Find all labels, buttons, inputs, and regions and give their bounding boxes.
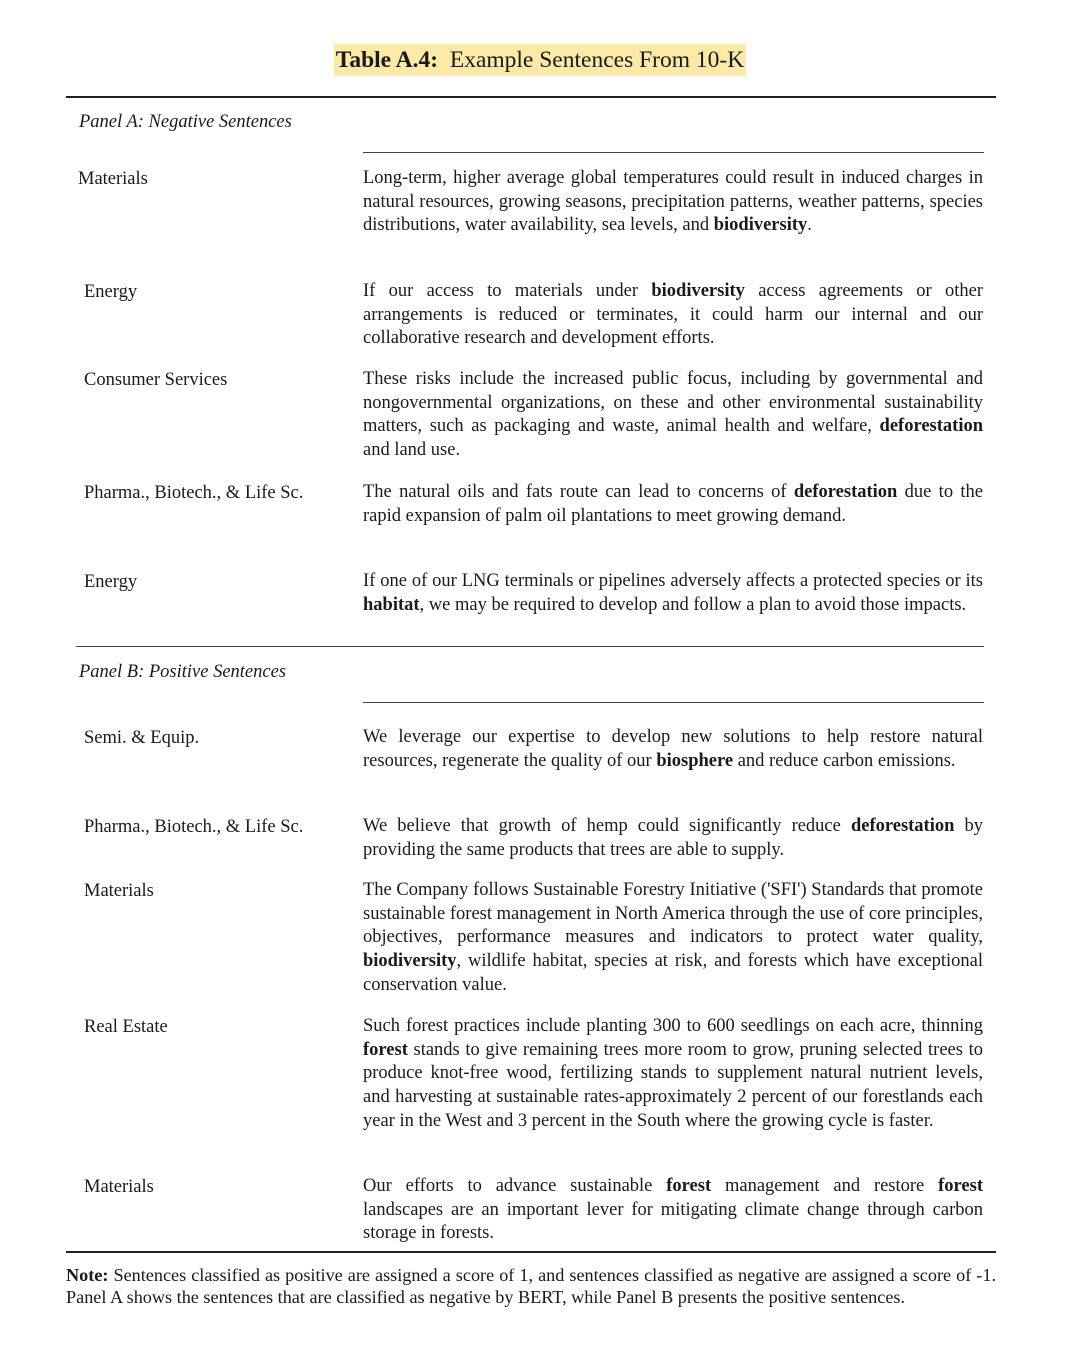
panel-a-bottom-rule xyxy=(76,646,984,647)
keyword: biodiversity xyxy=(363,951,457,972)
sentence-cell xyxy=(363,1015,983,1134)
sentence-text: Long-term, higher average global temperatures could result in induced charges in natural resources, growing seasons, precipitation patterns, weather patterns, species distributions, water availability, sea levels, and xyxy=(363,168,983,236)
sector-cell: Materials xyxy=(78,169,148,189)
sector-cell: Consumer Services xyxy=(84,370,228,390)
note-label: Note: xyxy=(66,1265,109,1285)
table-title-text: Example Sentences From 10-K xyxy=(449,47,745,73)
panel-b-label: Panel B: Positive Sentences xyxy=(79,662,287,682)
sector-cell: Pharma., Biotech., & Life Sc. xyxy=(84,817,304,837)
sector-cell: Semi. & Equip. xyxy=(84,728,200,748)
sentence-text: , wildlife habitat, species at risk, and forests which have exceptional conservation value. xyxy=(363,951,983,995)
sentence-cell xyxy=(363,368,983,463)
keyword: habitat xyxy=(363,594,420,615)
keyword: deforestation xyxy=(879,416,983,437)
sector-cell: Real Estate xyxy=(84,1017,168,1037)
sentence-text: management and restore xyxy=(711,1176,939,1196)
table-title-wrap xyxy=(0,44,1080,76)
sector-cell: Pharma., Biotech., & Life Sc. xyxy=(84,483,304,503)
keyword: deforestation xyxy=(850,816,955,836)
keyword: biodiversity xyxy=(713,215,808,236)
keyword: biosphere xyxy=(656,750,734,771)
sentence-cell xyxy=(363,280,983,351)
panel-b-header-rule xyxy=(363,702,984,703)
sector-cell: Energy xyxy=(84,572,138,592)
panel-a-label: Panel A: Negative Sentences xyxy=(79,112,292,132)
panel-a-header-rule xyxy=(363,152,984,153)
sentence-cell xyxy=(363,879,983,998)
table-title-label: Table A.4: xyxy=(335,47,439,73)
keyword: deforestation xyxy=(793,482,898,502)
sentence-text: If one of our LNG terminals or pipelines adversely affects a protected species or its xyxy=(363,571,983,591)
sentence-text: Such forest practices include planting 300 to 600 seedlings on each acre, thinning xyxy=(363,1016,983,1036)
sentence-text: The Company follows Sustainable Forestry Initiative ('SFI') Standards that promote sustainable forest management in North America through the use of core principles, objectives, performance measures and indicators to protect water quality, xyxy=(363,880,983,948)
sector-cell: Materials xyxy=(84,881,154,901)
sentence-text: stands to give remaining trees more room to grow, pruning selected trees to produce knot-free wood, fertilizing stands to supplement natural nutrient levels, and harvesting at sustainable rates-approximately 2 percent of our forestlands each year in the West and 3 percent in the South where the growing cycle is faster. xyxy=(363,1039,983,1131)
sentence-cell xyxy=(363,481,983,528)
sentence-text: landscapes are an important lever for mitigating climate change through carbon storage in forests. xyxy=(363,1199,983,1244)
sentence-cell xyxy=(363,726,983,773)
table-title xyxy=(334,44,746,76)
keyword: biodiversity xyxy=(651,281,745,301)
sentence-text: If our access to materials under xyxy=(363,281,652,301)
sector-cell: Materials xyxy=(84,1177,154,1197)
top-rule xyxy=(66,96,996,98)
sector-cell: Energy xyxy=(84,282,138,302)
sentence-text: access agreements or other arrangements is reduced or terminates, it could harm our internal and our collaborative research and development efforts. xyxy=(363,281,983,349)
sentence-text: and land use. xyxy=(363,440,461,461)
note-text: Sentences classified as positive are assigned a score of 1, and sentences classified as negative are assigned a score of -1. Panel A shows the sentences that are classified as negative by BERT, while Panel B presents the positive sentences. xyxy=(66,1265,996,1307)
sentence-text: by providing the same products that trees are able to supply. xyxy=(363,816,983,860)
sentence-text: due to the rapid expansion of palm oil plantations to meet growing demand. xyxy=(363,482,983,526)
sentence-text: We believe that growth of hemp could significantly reduce xyxy=(363,816,851,836)
sentence-text: . xyxy=(807,215,812,236)
sentence-text: Our efforts to advance sustainable xyxy=(363,1176,667,1196)
keyword: forest xyxy=(666,1176,712,1196)
sentence-cell xyxy=(363,570,983,617)
sentence-text: and reduce carbon emissions. xyxy=(733,750,956,771)
table-note xyxy=(66,1264,996,1308)
bottom-rule xyxy=(66,1251,996,1253)
sentence-text: These risks include the increased public focus, including by governmental and nongovernmental organizations, on these and other environmental sustainability matters, such as packaging and waste, animal health and welfare, xyxy=(363,369,983,437)
sentence-text: The natural oils and fats route can lead to concerns of xyxy=(363,482,794,502)
sentence-cell xyxy=(363,167,983,238)
keyword: forest xyxy=(938,1176,983,1196)
sentence-cell xyxy=(363,1175,983,1246)
sentence-cell xyxy=(363,815,983,862)
sentence-text: , we may be required to develop and follow a plan to avoid those impacts. xyxy=(419,594,967,615)
keyword: forest xyxy=(363,1039,408,1060)
sentence-text: We leverage our expertise to develop new solutions to help restore natural resources, regenerate the quality of our xyxy=(363,727,983,771)
